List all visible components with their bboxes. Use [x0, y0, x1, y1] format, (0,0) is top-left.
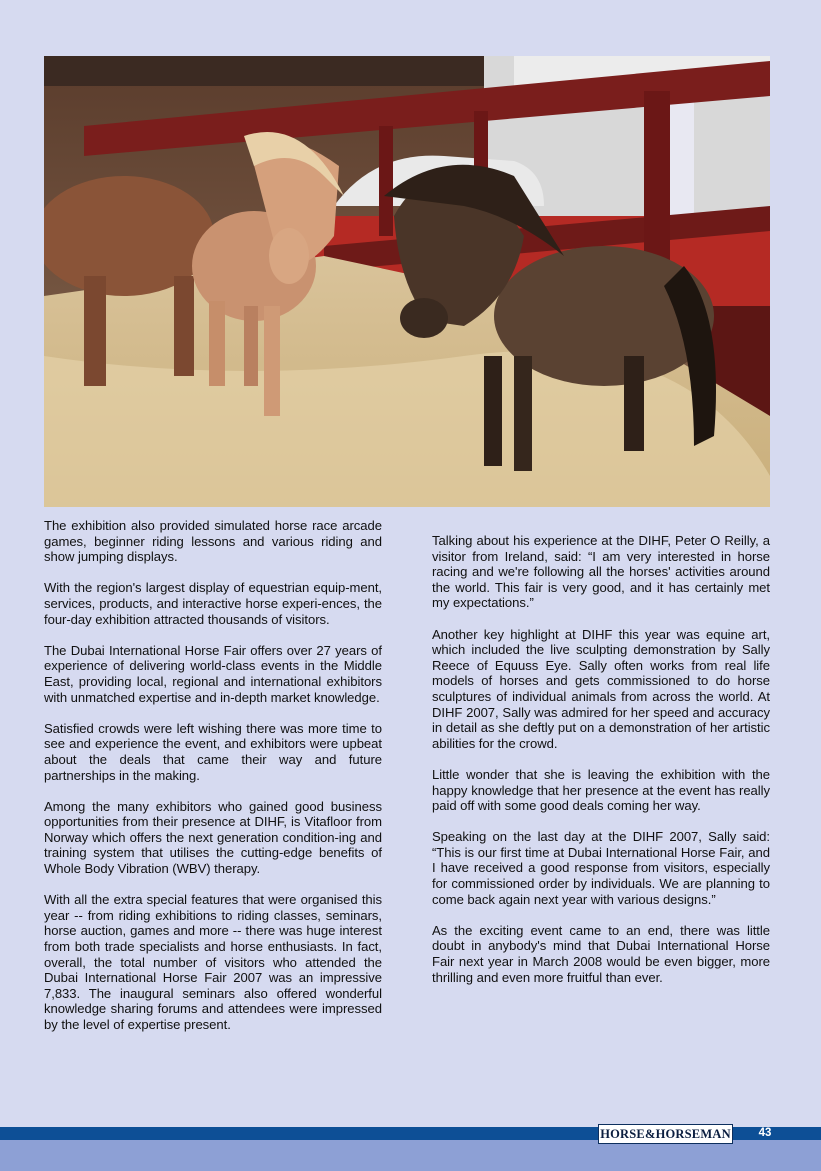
paragraph: With the region's largest display of equestrian equip-ment, services, products, and interactive horse experi-ences, the four-day exhibition attracted thousands of visitors. — [44, 580, 382, 627]
paragraph: The exhibition also provided simulated horse race arcade games, beginner riding lessons and various riding and show jumping displays. — [44, 518, 382, 565]
paragraph: The Dubai International Horse Fair offers over 27 years of experience of delivering world-class events in the Middle East, providing local, regional and international exhibitors with unmatched expertise and in-depth market knowledge. — [44, 642, 382, 705]
horse-photo — [44, 56, 770, 507]
paragraph: Another key highlight at DIHF this year was equine art, which included the live sculpting demonstration by Sally Reece of Equuss Eye. Sally often works from real life models of horses and gets commissioned to do horse sculptures of individual animals from across the world. At DIHF 2007, Sally was admired for her speed and accuracy in detail as she deftly put on a demonstration of her artistic abilities for the crowd. — [432, 626, 770, 751]
ponies-image — [44, 56, 770, 507]
paragraph: Among the many exhibitors who gained good business opportunities from their presence at DIHF, is Vitafloor from Norway which offers the next generation condition-ing and training system that utilises the cutting-edge benefits of Whole Body Vibration (WBV) therapy. — [44, 798, 382, 877]
magazine-masthead: HORSE&HORSEMAN — [598, 1124, 733, 1144]
paragraph: Talking about his experience at the DIHF, Peter O Reilly, a visitor from Ireland, said: “I am very interested in horse racing and we're following all the horses' activities around the world. This fair is very good, and it has certainly met my expectations.” — [432, 533, 770, 611]
paragraph: Little wonder that she is leaving the exhibition with the happy knowledge that her presence at the event has really paid off with some good deals coming her way. — [432, 766, 770, 814]
article-left-column — [44, 518, 382, 1048]
paragraph: With all the extra special features that were organised this year -- from riding exhibitions to riding classes, seminars, horse auction, games and more -- there was huge interest from both trade specialists and horse enthusiasts. In fact, overall, the total number of visitors who attended the Dubai International Horse Fair 2007 was an impressive 7,833. The inaugural seminars also offered wonderful knowledge sharing forums and attendees were impressed by the level of expertise present. — [44, 892, 382, 1032]
article-right-column — [432, 533, 770, 1001]
paragraph: As the exciting event came to an end, there was little doubt in anybody's mind that Dubai International Horse Fair next year in March 2008 would be even bigger, more thrilling and even more fruitful than ever. — [432, 922, 770, 985]
paragraph: Speaking on the last day at the DIHF 2007, Sally said: “This is our first time at Dubai International Horse Fair, and I have received a good response from visitors, especially for commissioned order by individuals. We are planning to come back again next year with various designs.” — [432, 829, 770, 907]
page-number: 43 — [758, 1127, 772, 1139]
paragraph: Satisfied crowds were left wishing there was more time to see and experience the event, and exhibitors were upbeat about the deals that came their way and future partnerships in the making. — [44, 720, 382, 783]
footer-band — [0, 1140, 821, 1171]
